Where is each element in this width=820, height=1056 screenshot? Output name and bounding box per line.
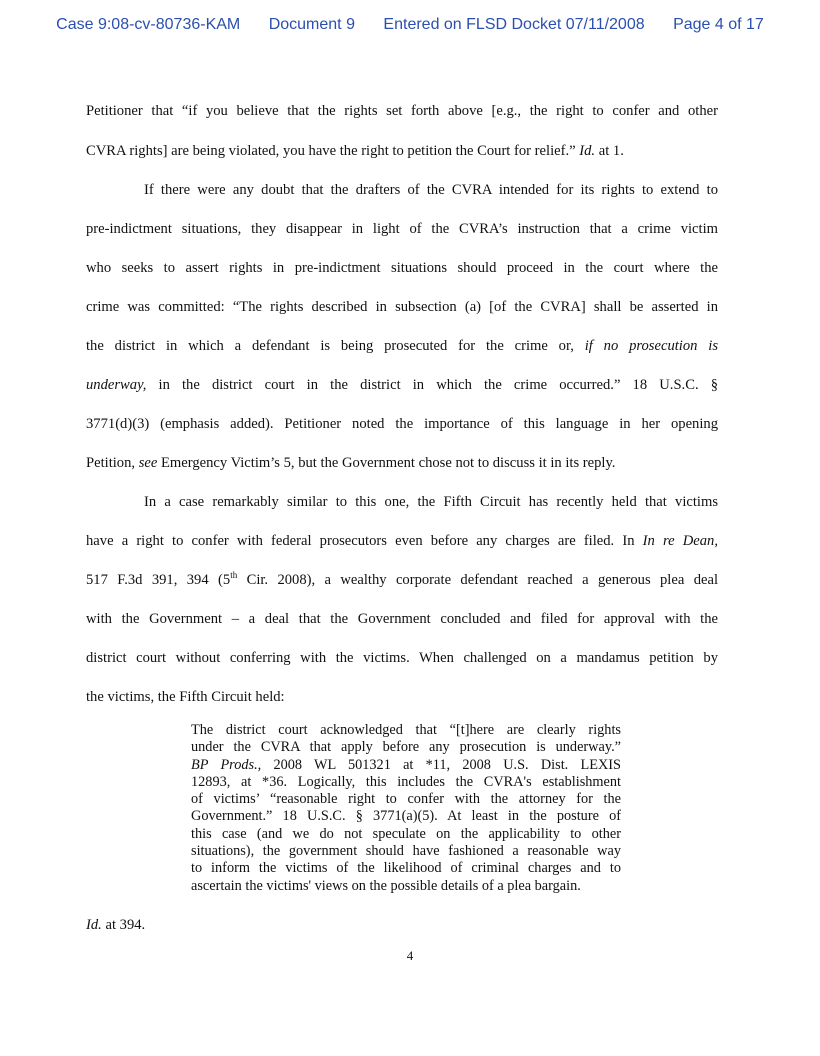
body-line: underway, in the district court in the district in which the crime occurred.” 18 U.S.C. § (86, 377, 718, 393)
body-line: who seeks to assert rights in pre-indictment situations should proceed in the court where the (86, 260, 718, 276)
quote-line: under the CVRA that apply before any prosecution is underway.” (191, 739, 621, 756)
quote-line: The district court acknowledged that “[t]here are clearly rights (191, 722, 621, 738)
body-line: district court without conferring with the victims. When challenged on a mandamus petition by (86, 650, 718, 666)
case-number: Case 9:08-cv-80736-KAM (56, 16, 241, 33)
quote-line: situations), the government should have fashioned a reasonable way (191, 843, 621, 860)
block-quote (191, 722, 621, 895)
page-of-total: Page 4 of 17 (673, 16, 764, 33)
quote-line: 12893, at *36. Logically, this includes the CVRA's establishment (191, 773, 621, 790)
body-line: have a right to confer with federal prosecutors even before any charges are filed. In In re Dean, (86, 533, 718, 549)
quote-line: to inform the victims of the likelihood of criminal charges and to (191, 860, 621, 877)
quote-line: this case (and we do not speculate on the applicability to other (191, 825, 621, 842)
quote-line: ascertain the victims' views on the possible details of a plea bargain. (191, 877, 581, 894)
quote-line: of victims’ “reasonable right to confer with the attorney for the (191, 791, 621, 808)
body-line: crime was committed: “The rights described in subsection (a) [of the CVRA] shall be asserted in (86, 299, 718, 315)
body-line: Petition, see Emergency Victim’s 5, but the Government chose not to discuss it in its reply. (86, 455, 616, 471)
document-number: Document 9 (268, 16, 355, 33)
body-line: 517 F.3d 391, 394 (5th Cir. 2008), a wealthy corporate defendant reached a generous plea deal (86, 570, 718, 588)
body-line: with the Government – a deal that the Government concluded and filed for approval with the (86, 611, 718, 627)
body-line: 3771(d)(3) (emphasis added). Petitioner noted the importance of this language in her opening (86, 416, 718, 432)
body-line: pre-indictment situations, they disappear in light of the CVRA’s instruction that a crime victim (86, 221, 718, 237)
quote-line: Government.” 18 U.S.C. § 3771(a)(5). At least in the posture of (191, 808, 621, 825)
body-line: CVRA rights] are being violated, you have the right to petition the Court for relief.” Id. at 1. (86, 143, 624, 159)
closing-citation: Id. at 394. (86, 917, 146, 933)
body-line: If there were any doubt that the drafters of the CVRA intended for its rights to extend to (144, 182, 718, 198)
body-line: the district in which a defendant is being prosecuted for the crime or, if no prosecution is (86, 338, 719, 354)
body-line: the victims, the Fifth Circuit held: (86, 689, 285, 705)
body-line: In a case remarkably similar to this one, the Fifth Circuit has recently held that victims (144, 494, 718, 510)
quote-line: BP Prods., 2008 WL 501321 at *11, 2008 U.S. Dist. LEXIS (191, 756, 621, 773)
docket-header (0, 16, 820, 34)
docket-entry: Entered on FLSD Docket 07/11/2008 (383, 16, 645, 33)
page-number: 4 (406, 948, 414, 963)
body-line: Petitioner that “if you believe that the rights set forth above [e.g., the right to confer and other (86, 103, 718, 119)
